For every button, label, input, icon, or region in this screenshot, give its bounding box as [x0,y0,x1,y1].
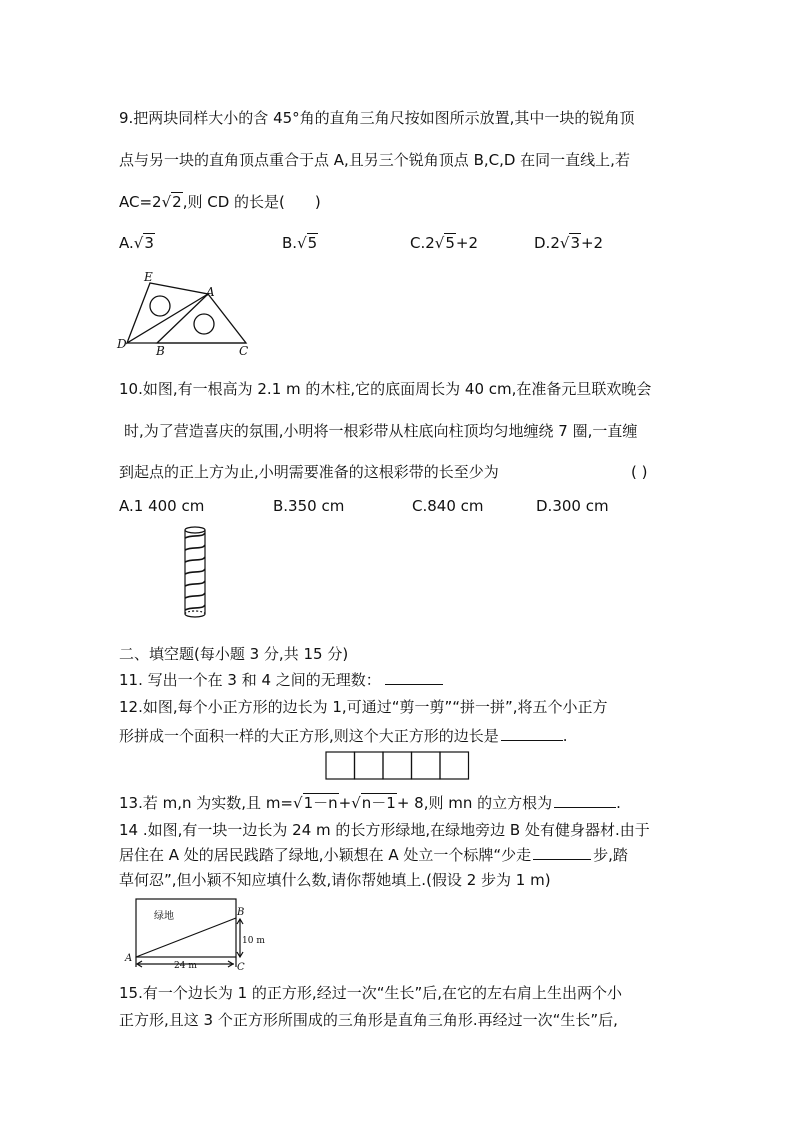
q13-radicand-1: 1－n [303,794,338,812]
q9-ac-label: AC=2 [119,193,162,211]
q10-option-c[interactable]: C.840 cm [412,497,484,515]
q9-label-d: D [117,337,127,351]
q14-label-a: A [125,953,133,964]
q9-label-a: A [206,285,215,299]
q14-label-24m: 24 m [174,961,197,971]
q14-label-lawn: 绿地 [154,911,174,922]
q14-label-10m: 10 m [242,936,265,946]
q10-option-b[interactable]: B.350 cm [273,497,345,515]
q11-answer-blank[interactable] [385,670,443,685]
q14-line1: 14 .如图,有一块一边长为 24 m 的长方形绿地,在绿地旁边 B 处有健身器材.由于 [119,821,650,839]
q10-option-d[interactable]: D.300 cm [536,497,609,515]
q10-line2: 时,为了营造喜庆的氛围,小明将一根彩带从柱底向柱顶均匀地缠绕 7 圈,一直缠 [124,422,638,440]
q9-line3: AC=2√2,则 CD 的长是( ) [119,193,321,211]
q14-lawn-figure [122,895,265,973]
q14-label-c: C [237,962,245,973]
section2-title: 二、填空题(每小题 3 分,共 15 分) [119,645,349,663]
q9-line1: 9.把两块同样大小的含 45°角的直角三角尺按如图所示放置,其中一块的锐角顶 [119,109,635,127]
q10-line3: 到起点的正上方为止,小明需要准备的这根彩带的长至少为 [119,463,499,481]
q12-text: 形拼成一个面积一样的大正方形,则这个大正方形的边长是 [119,727,499,745]
q11-line [119,670,443,690]
q10-paren: ( ) [631,463,648,481]
q15-line2: 正方形,且这 3 个正方形所围成的三角形是直角三角形.再经过一次“生长”后, [119,1011,618,1029]
q14-answer-blank[interactable] [533,845,591,860]
q15-line1: 15.有一个边长为 1 的正方形,经过一次“生长”后,在它的左右肩上生出两个小 [119,984,623,1002]
q14-label-b: B [237,907,245,918]
q9-question: ,则 CD 的长是( [182,193,285,211]
q9-paren-close: ) [314,193,321,211]
q12-line1: 12.如图,每个小正方形的边长为 1,可通过“剪一剪”“拼一拼”,将五个小正方 [119,698,608,716]
q13-line: 13.若 m,n 为实数,且 m=√1－n+√n－1+ 8,则 mn 的立方根为 . [119,794,621,812]
q10-line1: 10.如图,有一根高为 2.1 m 的木柱,它的底面周长为 40 cm,在准备元旦联欢晚会 [119,380,652,398]
q9-ac-radicand: 2 [172,193,182,211]
q9-label-b: B [156,344,165,358]
q9-option-a[interactable]: A.√3 [119,234,154,252]
q9-triangle-right [157,294,246,343]
q14-line2: 居住在 A 处的居民践踏了绿地,小颖想在 A 处立一个标牌“少走 步,踏 [119,846,628,864]
q11-text: 11. 写出一个在 3 和 4 之间的无理数： [119,671,381,689]
q12-line2: 形拼成一个面积一样的大正方形,则这个大正方形的边长是 . [119,727,568,745]
q9-hole-left [150,296,170,316]
q9-label-e: E [144,270,153,284]
q13-answer-blank[interactable] [554,793,616,808]
q9-label-c: C [239,344,249,358]
q13-radicand-2: n－1 [361,794,396,812]
q9-option-d[interactable]: D.2√3+2 [534,234,604,252]
q10-option-a[interactable]: A.1 400 cm [119,497,205,515]
q9-option-c[interactable]: C.2√5+2 [410,234,479,252]
q9-figure [115,268,255,358]
q12-answer-blank[interactable] [501,726,563,741]
q9-option-b[interactable]: B.√5 [282,234,318,252]
q10-pole-figure [178,524,218,620]
q9-line2: 点与另一块的直角顶点重合于点 A,且另三个锐角顶点 B,C,D 在同一直线上,若 [119,151,630,169]
q14-line3: 草何忍”,但小颖不知应填什么数,请你帮她填上.(假设 2 步为 1 m) [119,871,551,889]
q9-hole-right [194,314,214,334]
q12-five-squares [325,751,471,781]
